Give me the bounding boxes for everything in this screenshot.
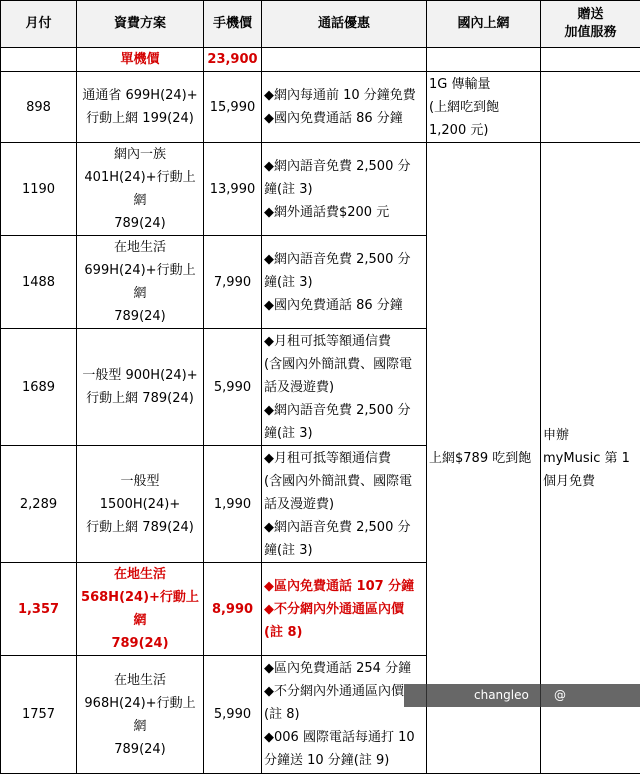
header-data: 國內上網 bbox=[427, 1, 541, 48]
price-cell: 7,990 bbox=[204, 236, 262, 329]
plan-line: 789(24) bbox=[79, 632, 201, 655]
offer-cell bbox=[262, 656, 427, 774]
price-cell: 5,990 bbox=[204, 329, 262, 446]
plan-line: 401H(24)+行動上網 bbox=[79, 166, 201, 212]
price-cell: 5,990 bbox=[204, 656, 262, 774]
offer-cell bbox=[262, 563, 427, 656]
plan-cell bbox=[77, 329, 204, 446]
offer-line: ◆月租可抵等額通信費 bbox=[264, 447, 424, 470]
offer-cell bbox=[262, 446, 427, 563]
monthly-cell: 1,357 bbox=[1, 563, 77, 656]
offer-line: ◆不分網內外通通區內價 bbox=[264, 680, 424, 703]
offer-line: ◆網外通話費$200 元 bbox=[264, 201, 424, 224]
offer-line: ◆網內語音免費 2,500 分 bbox=[264, 399, 424, 422]
shared-gift-cell bbox=[541, 143, 640, 774]
plan-line: 968H(24)+行動上網 bbox=[79, 692, 201, 738]
offer-line: 話及漫遊費) bbox=[264, 376, 424, 399]
watermark-site: @ sogi.com.tw bbox=[554, 684, 640, 730]
price-cell: 8,990 bbox=[204, 563, 262, 656]
data-line: (上網吃到飽 bbox=[429, 96, 538, 119]
offer-line: (註 8) bbox=[264, 703, 424, 726]
monthly-cell: 1488 bbox=[1, 236, 77, 329]
monthly-cell: 898 bbox=[1, 72, 77, 143]
plan-line: 一般型 1500H(24)+ bbox=[79, 470, 201, 516]
standalone-row bbox=[1, 48, 640, 72]
offer-line: 分鐘送 10 分鐘(註 9) bbox=[264, 749, 424, 772]
gift-line: myMusic 第 1 bbox=[543, 447, 638, 470]
header-call-offer: 通話優惠 bbox=[262, 1, 427, 48]
offer-line: (含國內外簡訊費、國際電 bbox=[264, 353, 424, 376]
offer-line: ◆網內每通前 10 分鐘免費 bbox=[264, 84, 424, 107]
offer-line: ◆網內語音免費 2,500 分 bbox=[264, 155, 424, 178]
header-monthly: 月付 bbox=[1, 1, 77, 48]
plan-cell bbox=[77, 72, 204, 143]
offer-line: ◆006 國際電話每通打 10 bbox=[264, 726, 424, 749]
plan-cell bbox=[77, 446, 204, 563]
data-line: 1G 傳輸量 bbox=[429, 73, 538, 96]
plan-cell bbox=[77, 563, 204, 656]
offer-line: ◆國內免費通話 86 分鐘 bbox=[264, 107, 424, 130]
header-gift-line2: 加值服務 bbox=[543, 24, 638, 42]
table-row bbox=[1, 143, 640, 236]
header-phone-price: 手機價 bbox=[204, 1, 262, 48]
plan-line: 行動上網 199(24) bbox=[79, 107, 201, 130]
plan-line: 568H(24)+行動上網 bbox=[79, 586, 201, 632]
offer-line: ◆區內免費通話 107 分鐘 bbox=[264, 575, 424, 598]
price-cell: 1,990 bbox=[204, 446, 262, 563]
plan-line: 一般型 900H(24)+ bbox=[79, 364, 201, 387]
plan-line: 通通省 699H(24)+ bbox=[79, 84, 201, 107]
data-line: 1,200 元) bbox=[429, 119, 538, 142]
gift-line: 個月免費 bbox=[543, 470, 638, 493]
standalone-price: 23,900 bbox=[204, 48, 262, 72]
data-cell bbox=[427, 72, 541, 143]
offer-line: (含國內外簡訊費、國際電 bbox=[264, 470, 424, 493]
offer-line: (註 8) bbox=[264, 621, 424, 644]
offer-line: ◆網內語音免費 2,500 分 bbox=[264, 248, 424, 271]
plan-line: 在地生活 bbox=[79, 563, 201, 586]
plan-line: 789(24) bbox=[79, 738, 201, 761]
plan-line: 在地生活 bbox=[79, 236, 201, 259]
standalone-label: 單機價 bbox=[77, 48, 204, 72]
offer-line: ◆國內免費通話 86 分鐘 bbox=[264, 294, 424, 317]
header-gift bbox=[541, 1, 640, 48]
table-row bbox=[1, 72, 640, 143]
offer-line: ◆月租可抵等額通信費 bbox=[264, 330, 424, 353]
monthly-cell: 1689 bbox=[1, 329, 77, 446]
watermark-bar bbox=[404, 684, 640, 707]
plan-cell bbox=[77, 143, 204, 236]
gift-line: 申辦 bbox=[543, 424, 638, 447]
plan-line: 在地生活 bbox=[79, 669, 201, 692]
header-row bbox=[1, 1, 640, 48]
plan-line: 網內一族 bbox=[79, 143, 201, 166]
plan-line: 789(24) bbox=[79, 212, 201, 235]
monthly-cell: 2,289 bbox=[1, 446, 77, 563]
offer-cell bbox=[262, 143, 427, 236]
plan-line: 699H(24)+行動上網 bbox=[79, 259, 201, 305]
plan-cell bbox=[77, 656, 204, 774]
offer-line: ◆區內免費通話 254 分鐘 bbox=[264, 657, 424, 680]
offer-cell bbox=[262, 236, 427, 329]
price-cell: 13,990 bbox=[204, 143, 262, 236]
price-cell: 15,990 bbox=[204, 72, 262, 143]
plan-cell bbox=[77, 236, 204, 329]
offer-line: 鐘(註 3) bbox=[264, 539, 424, 562]
plan-line: 行動上網 789(24) bbox=[79, 387, 201, 410]
watermark-user: changleo bbox=[474, 684, 529, 707]
monthly-cell: 1757 bbox=[1, 656, 77, 774]
shared-data-cell: 上網$789 吃到飽 bbox=[427, 143, 541, 774]
offer-cell bbox=[262, 329, 427, 446]
offer-line: ◆不分網內外通通區內價 bbox=[264, 598, 424, 621]
header-gift-line1: 贈送 bbox=[543, 6, 638, 24]
monthly-cell: 1190 bbox=[1, 143, 77, 236]
offer-line: 話及漫遊費) bbox=[264, 493, 424, 516]
plan-line: 行動上網 789(24) bbox=[79, 516, 201, 539]
offer-line: ◆網內語音免費 2,500 分 bbox=[264, 516, 424, 539]
offer-line: 鐘(註 3) bbox=[264, 271, 424, 294]
header-plan: 資費方案 bbox=[77, 1, 204, 48]
offer-cell bbox=[262, 72, 427, 143]
offer-line: 鐘(註 3) bbox=[264, 178, 424, 201]
plan-line: 789(24) bbox=[79, 305, 201, 328]
offer-line: 鐘(註 3) bbox=[264, 422, 424, 445]
